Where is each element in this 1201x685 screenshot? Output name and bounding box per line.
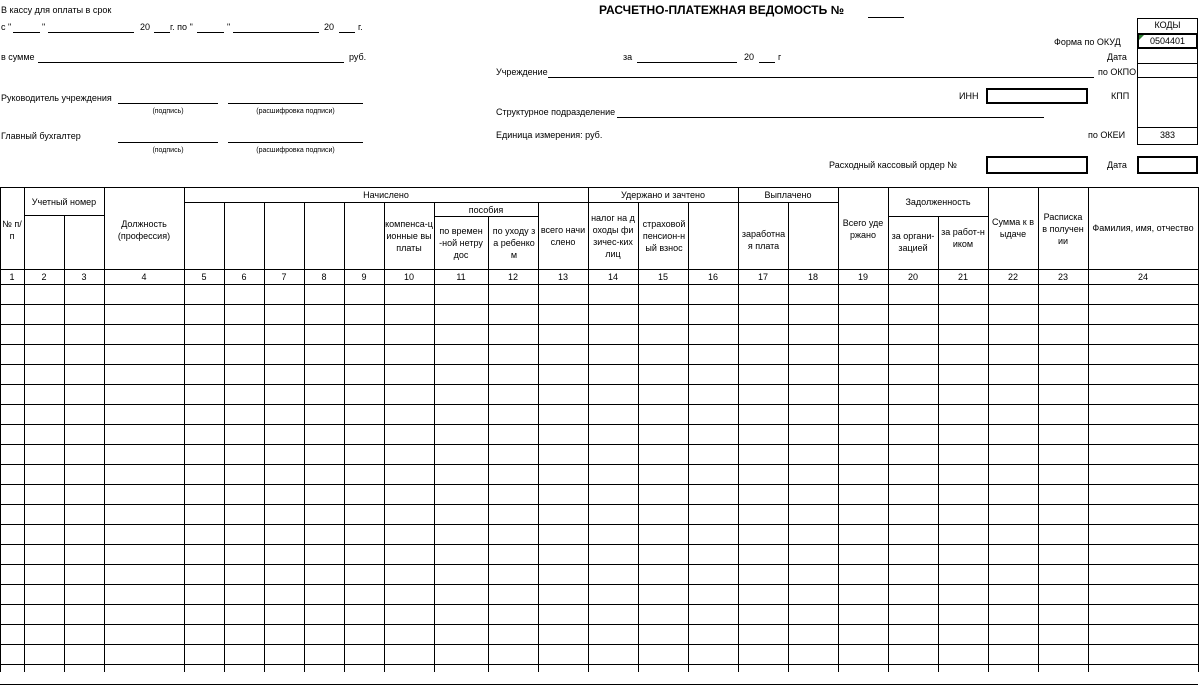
- period-za-20: 20: [744, 52, 755, 62]
- col-number: 1: [9, 272, 15, 282]
- table-row[interactable]: [0, 425, 1198, 445]
- col-number: 11: [456, 272, 466, 282]
- institution-label: Учреждение: [496, 67, 548, 77]
- codes-date-label: Дата: [1107, 52, 1127, 62]
- withheld-header: Удержано и зачтено: [621, 190, 705, 200]
- col-receipt-header: Расписка в получении: [1042, 212, 1084, 246]
- table-row[interactable]: [0, 405, 1198, 425]
- period-quote1: ": [42, 22, 46, 32]
- okei-label: по ОКЕИ: [1088, 130, 1126, 140]
- col-salary-header: заработная плата: [741, 229, 786, 251]
- table-row[interactable]: [0, 465, 1198, 485]
- col-number: 3: [81, 272, 87, 282]
- col-number: 24: [1137, 272, 1148, 282]
- table-row[interactable]: [0, 325, 1198, 345]
- table-row[interactable]: [0, 525, 1198, 545]
- col-number: 10: [403, 272, 414, 282]
- table-row[interactable]: [0, 385, 1198, 405]
- table-row[interactable]: [0, 645, 1198, 665]
- col-child-header: по уходу за ребенком: [492, 226, 536, 260]
- col-number: 4: [141, 272, 147, 282]
- table-row[interactable]: [0, 305, 1198, 325]
- table-row[interactable]: [0, 445, 1198, 465]
- table-row[interactable]: [0, 605, 1198, 625]
- col-number: 9: [361, 272, 367, 282]
- period-za: за: [623, 52, 633, 62]
- period-quote2: ": [227, 22, 231, 32]
- col-total-accrued-header: всего начислено: [540, 225, 586, 247]
- table-row[interactable]: [0, 545, 1198, 565]
- acct-sign-caption: (подпись): [152, 147, 184, 154]
- col-number: 8: [321, 272, 327, 282]
- head-sign-caption: (подпись): [152, 108, 184, 115]
- sum-label: в сумме: [1, 52, 35, 62]
- col-number: 16: [707, 272, 718, 282]
- col-number: 5: [201, 272, 207, 282]
- col-number: 7: [281, 272, 287, 282]
- sum-rub: руб.: [349, 52, 367, 62]
- cash-label: В кассу для оплаты в срок: [1, 5, 112, 15]
- debt-header: Задолженность: [905, 197, 971, 207]
- paid-header: Выплачено: [764, 190, 812, 200]
- form-okud-label: Форма по ОКУД: [1054, 37, 1121, 47]
- col-number: 19: [857, 272, 868, 282]
- acct-decode-caption: (расшифровка подписи): [256, 147, 335, 154]
- col-number: 23: [1057, 272, 1068, 282]
- col-number: 14: [607, 272, 618, 282]
- table-row[interactable]: [0, 285, 1198, 305]
- period-20b: 20: [324, 22, 335, 32]
- col-number: 21: [957, 272, 968, 282]
- head-label: Руководитель учреждения: [1, 93, 112, 103]
- col-number: 12: [507, 272, 518, 282]
- okpo-label: по ОКПО: [1098, 67, 1137, 77]
- col-accno-header: Учетный номер: [31, 197, 97, 207]
- table-row[interactable]: [0, 345, 1198, 365]
- col-number: 18: [807, 272, 818, 282]
- col-insurance-header: страховой пенсион-ный взнос: [642, 219, 686, 253]
- col-to-pay-header: Сумма к выдаче: [992, 217, 1034, 239]
- acct-label: Главный бухгалтер: [1, 131, 81, 141]
- period-za-g: г: [778, 52, 782, 62]
- table-row[interactable]: [0, 585, 1198, 605]
- col-tax-header: налог на доходы физичес-ких лиц: [591, 213, 635, 259]
- inn-label: ИНН: [959, 91, 979, 101]
- col-position-header: Должность (профессия): [117, 219, 171, 241]
- order-label: Расходный кассовый ордер №: [829, 160, 957, 170]
- col-number: 22: [1007, 272, 1018, 282]
- table-row[interactable]: [0, 485, 1198, 505]
- col-number: 13: [557, 272, 568, 282]
- col-number: 2: [41, 272, 47, 282]
- col-temp-header: по времен-ной нетрудос: [439, 226, 483, 260]
- division-label: Структурное подразделение: [496, 107, 616, 117]
- okei-code: 383: [1159, 130, 1176, 140]
- kpp-label: КПП: [1111, 91, 1130, 101]
- period-to: г. по ": [170, 22, 193, 32]
- col-number: 17: [757, 272, 768, 282]
- period-from: с ": [1, 22, 12, 32]
- table-row[interactable]: [0, 625, 1198, 645]
- col-debt-emp-header: за работ-ником: [941, 227, 985, 249]
- benefits-header: пособия: [468, 204, 504, 215]
- table-row[interactable]: [0, 365, 1198, 385]
- period-20a: 20: [140, 22, 151, 32]
- okud-code: 0504401: [1149, 36, 1186, 46]
- accrued-header: Начислено: [363, 190, 409, 200]
- col-comp-header: компенса-ционные выплаты: [385, 219, 433, 253]
- col-number: 15: [657, 272, 668, 282]
- col-number: 20: [907, 272, 918, 282]
- page-title: РАСЧЕТНО-ПЛАТЕЖНАЯ ВЕДОМОСТЬ №: [599, 3, 844, 17]
- date-label-bottom: Дата: [1107, 160, 1127, 170]
- unit-label: Единица измерения: руб.: [496, 130, 603, 140]
- col-number: 6: [241, 272, 247, 282]
- table-row[interactable]: [0, 665, 1198, 685]
- codes-title: КОДЫ: [1154, 20, 1181, 30]
- col-no-header: № п/п: [2, 219, 22, 241]
- col-total-withheld-header: Всего удержано: [842, 218, 884, 240]
- head-decode-caption: (расшифровка подписи): [256, 108, 335, 115]
- col-fio-header: Фамилия, имя, отчество: [1092, 223, 1194, 233]
- period-g: г.: [358, 22, 363, 32]
- col-debt-org-header: за органи-зацией: [891, 231, 935, 253]
- table-row[interactable]: [0, 505, 1198, 525]
- table-row[interactable]: [0, 565, 1198, 585]
